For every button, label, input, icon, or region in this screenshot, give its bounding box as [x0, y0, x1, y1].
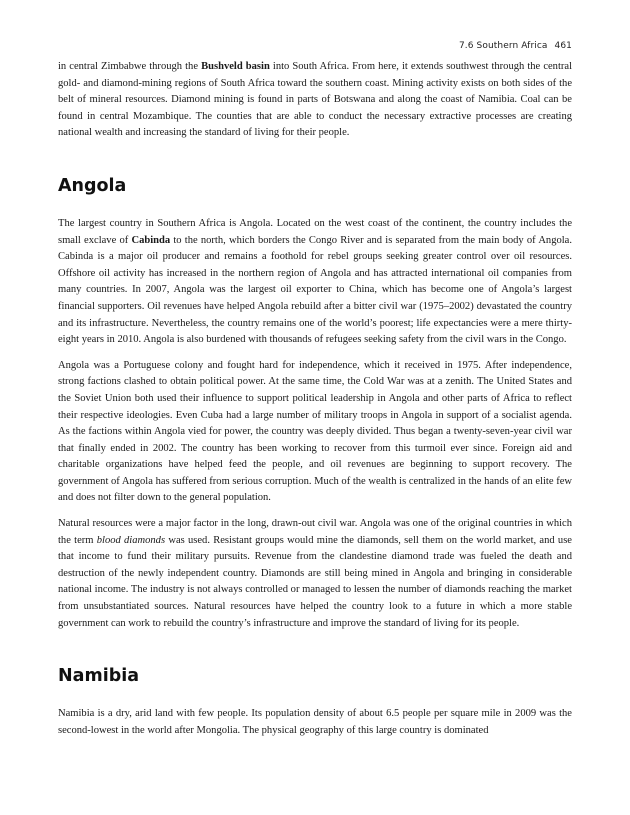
body-text	[58, 59, 572, 739]
term-blood-diamonds: blood diamonds	[96, 534, 166, 546]
intro-paragraph	[58, 59, 572, 142]
header-page-number: 461	[554, 41, 572, 51]
text-run: was used. Resistant groups would mine the diamonds, sell them on the world market, and use that income to fund their military pursuits. Revenue from the clandestine diamond trade was fueled the death and destruction of the newly independent country. Diamonds are still being mined in Angola and bringing in considerable national income. The industry is not always controlled or managed to lessen the number of diamonds reaching the market from unsubstantiated sources. Natural resources have helped the country look to a future in which a more stable government can work to rebuild the country’s infrastructure and improve the standard of living for its people.	[58, 534, 572, 629]
running-header	[459, 41, 572, 51]
angola-paragraph-1	[58, 216, 572, 349]
angola-paragraph-2: Angola was a Portuguese colony and fought hard for independence, which it received in 1975. After independence, strong factions clashed to obtain political power. At the same time, the Cold War was at a zenith. The United States and the Soviet Union both used their influence to support political leadership in Angola and other parts of Africa to reflect their respective ideologies. Even Cuba had a large number of military troops in Angola in support of a socialist agenda. As the factions within Angola vied for power, the country was deeply divided. Thus began a twenty-seven-year civil war that finally ended in 2002. The country has been working to recover from this turmoil ever since. Foreign aid and charitable organizations have helped feed the people, and oil revenues are beginning to support recovery. The government of Angola has suffered from serious corruption. Much of the wealth is centralized in the hands of an elite few and does not filter down to the general population.	[58, 359, 572, 504]
angola-paragraph-3	[58, 516, 572, 632]
text-run: in central Zimbabwe through the	[58, 61, 202, 72]
text-run: into South Africa. From here, it extends southwest through the central gold- and diamond-mining regions of South Africa toward the southern coast. Mining activity exists on both sides of the belt of mineral resources. Diamond mining is found in parts of Botswana and along the coast of Namibia. Coal can be found in central Mozambique. The counties that are able to conduct the necessary extractive processes are creating national wealth and increasing the standard of living for their people.	[58, 61, 573, 139]
header-section-title: 7.6 Southern Africa	[458, 41, 548, 51]
section-heading-angola: Angola	[58, 175, 127, 196]
text-run: to the north, which borders the Congo River and is separated from the main body of Angola. Cabinda is a major oil producer and remains a foothold for rebel groups seeking greater control over oil resources. Offshore oil activity has increased in the northern region of Angola and has attracted international oil companies from many countries. In 2007, Angola was the largest oil exporter to China, which has become one of Angola’s largest financial supporters. Oil revenues have helped Angola rebuild after a bitter civil war (1975–2002) devastated the country and its infrastructure. Nevertheless, the country remains one of the world’s poorest; life expectancies were a mere thirty-eight years in 2010. Angola is also burdened with thousands of refugees seeking safety from the civil wars in the Congo.	[58, 234, 573, 346]
section-heading-namibia: Namibia	[58, 666, 140, 687]
text-run: Natural resources were a major factor in the long, drawn-out civil war. Angola was one of the original countries in which the term	[58, 518, 572, 546]
namibia-paragraph-1: Namibia is a dry, arid land with few people. Its population density of about 6.5 people per square mile in 2009 was the second-lowest in the world after Mongolia. The physical geography of this large country is dominated	[58, 708, 572, 736]
text-run: The largest country in Southern Africa is Angola. Located on the west coast of the continent, the country includes the small exclave of	[58, 217, 572, 246]
term-bushveld-basin: Bushveld basin	[201, 61, 270, 72]
term-cabinda: Cabinda	[131, 234, 171, 246]
